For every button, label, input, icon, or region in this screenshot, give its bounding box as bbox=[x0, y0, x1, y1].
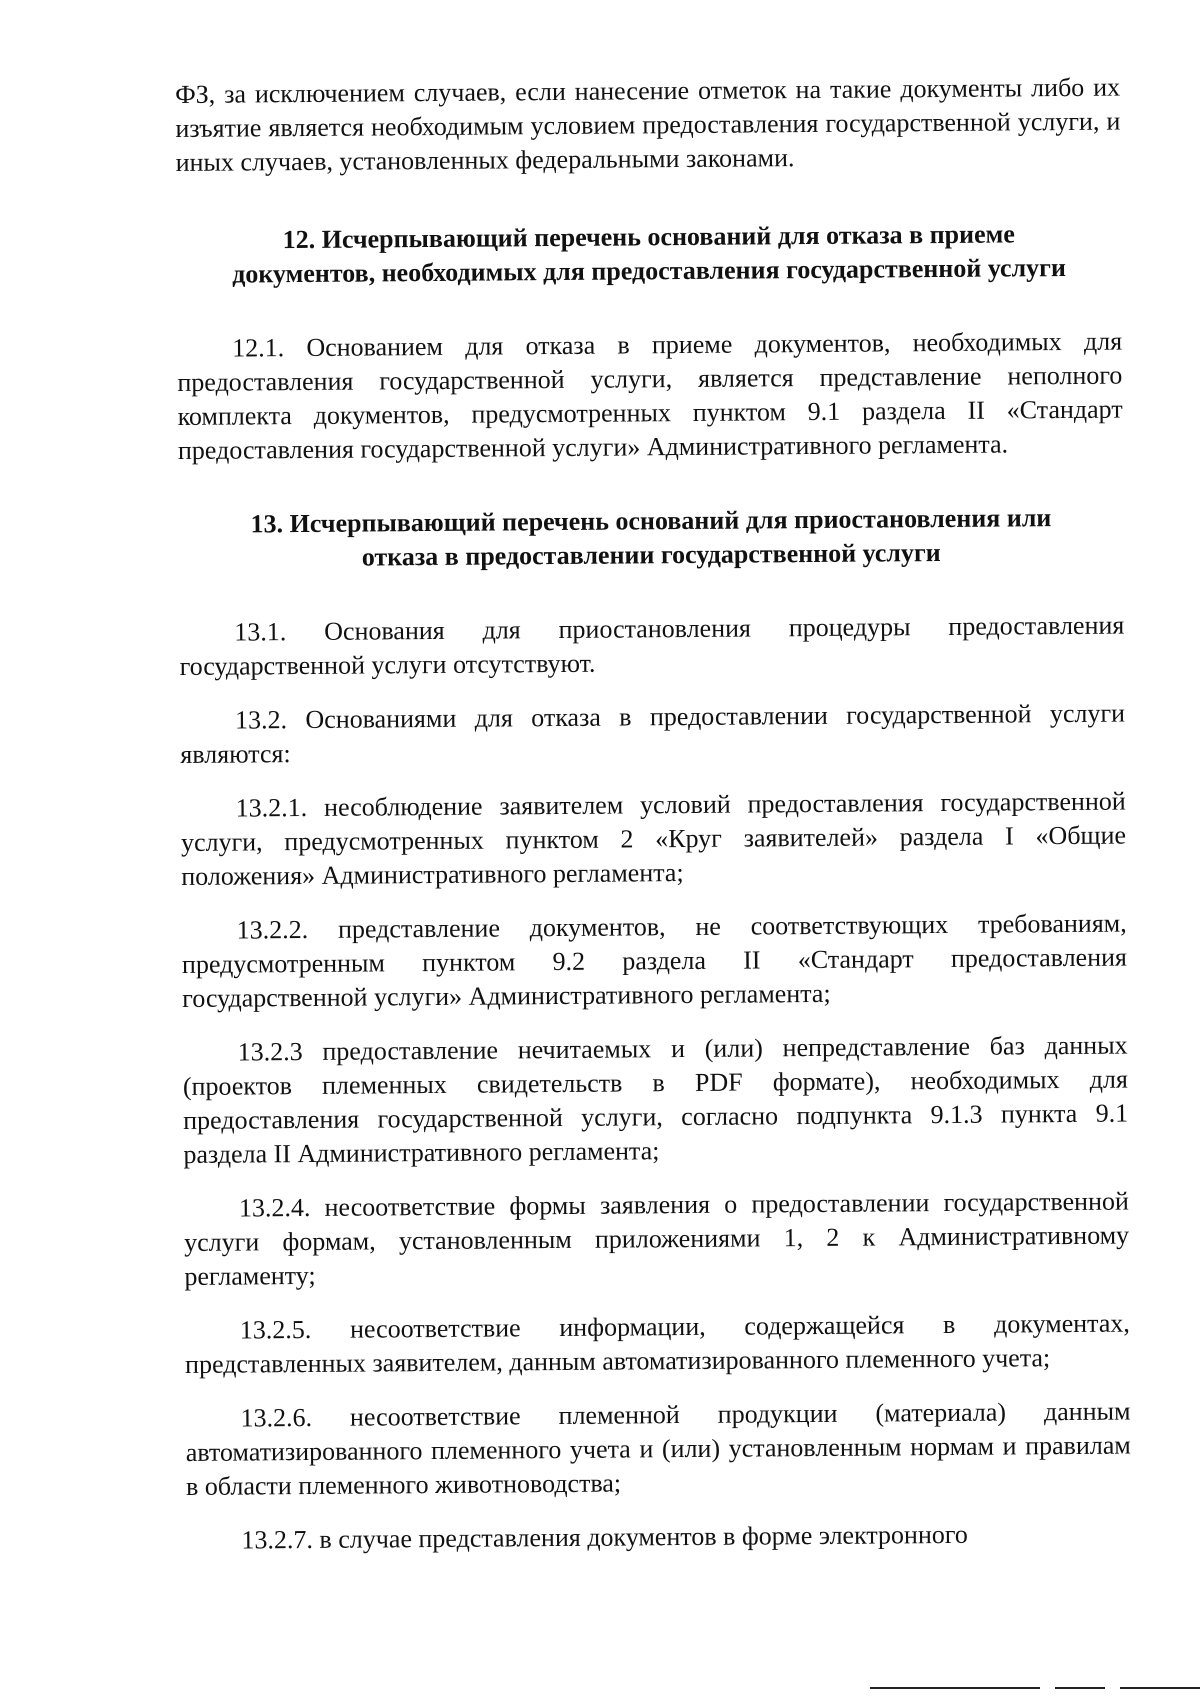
paragraph-13-2: 13.2. Основаниями для отказа в предоставлении государственной услуги являются: bbox=[180, 698, 1126, 769]
paragraph-13-2-2: 13.2.2. представление документов, не соответствующих требованиям, предусмотренным пунктом 9.2 раздела II «Стандарт предоставления государственной услуги» Административного регламента; bbox=[181, 908, 1128, 1013]
document-page bbox=[175, 71, 1132, 1578]
intro-paragraph: ФЗ, за исключением случаев, если нанесение отметок на такие документы либо их изъятие является необходимым условием предоставления государственной услуги, и иных случаев, установленных федеральными законами. bbox=[175, 72, 1121, 177]
paragraph-13-2-5: 13.2.5. несоответствие информации, содержащейся в документах, представленных заявителем, данным автоматизированного племенного учета; bbox=[184, 1308, 1130, 1379]
footer-line bbox=[1120, 1687, 1200, 1689]
footer-scan-lines bbox=[870, 1687, 1200, 1691]
paragraph-13-2-1: 13.2.1. несоблюдение заявителем условий предоставления государственной услуги, предусмотренных пунктом 2 «Круг заявителей» раздела I «Общие положения» Административного регламента; bbox=[180, 786, 1127, 891]
section-12-heading: 12. Исчерпывающий перечень оснований для отказа в приеме документов, необходимых для предоставления государственной услуги bbox=[232, 219, 1067, 289]
footer-line bbox=[1055, 1687, 1105, 1689]
paragraph-12-1: 12.1. Основанием для отказа в приеме документов, необходимых для предоставления государственной услуги, является представление неполного комплекта документов, предусмотренных пунктом 9.1 раздела II «Стандарт предоставления государственной услуги» Административного регламента. bbox=[177, 326, 1123, 465]
paragraph-13-1: 13.1. Основания для приостановления процедуры предоставления государственной услуги отсутствуют. bbox=[179, 610, 1125, 681]
paragraph-13-2-3: 13.2.3 предоставление нечитаемых и (или) непредставление баз данных (проектов племенных свидетельств в PDF формате), необходимых для предоставления государственной услуги, согласно подпункта 9.1.3 пункта 9.1 раздела II Административного регламента; bbox=[182, 1030, 1129, 1169]
section-13-heading: 13. Исчерпывающий перечень оснований для приостановления или отказа в предоставлении государственной услуги bbox=[250, 503, 1052, 572]
paragraph-13-2-6: 13.2.6. несоответствие племенной продукции (материала) данным автоматизированного племенного учета и (или) установленным нормам и правилам в области племенного животноводства; bbox=[185, 1396, 1131, 1501]
paragraph-13-2-4: 13.2.4. несоответствие формы заявления о предоставлении государственной услуги формам, установленным приложениями 1, 2 к Административному регламенту; bbox=[184, 1186, 1130, 1291]
footer-line bbox=[870, 1687, 1040, 1689]
paragraph-13-2-7: 13.2.7. в случае представления документов в форме электронного bbox=[241, 1519, 968, 1555]
